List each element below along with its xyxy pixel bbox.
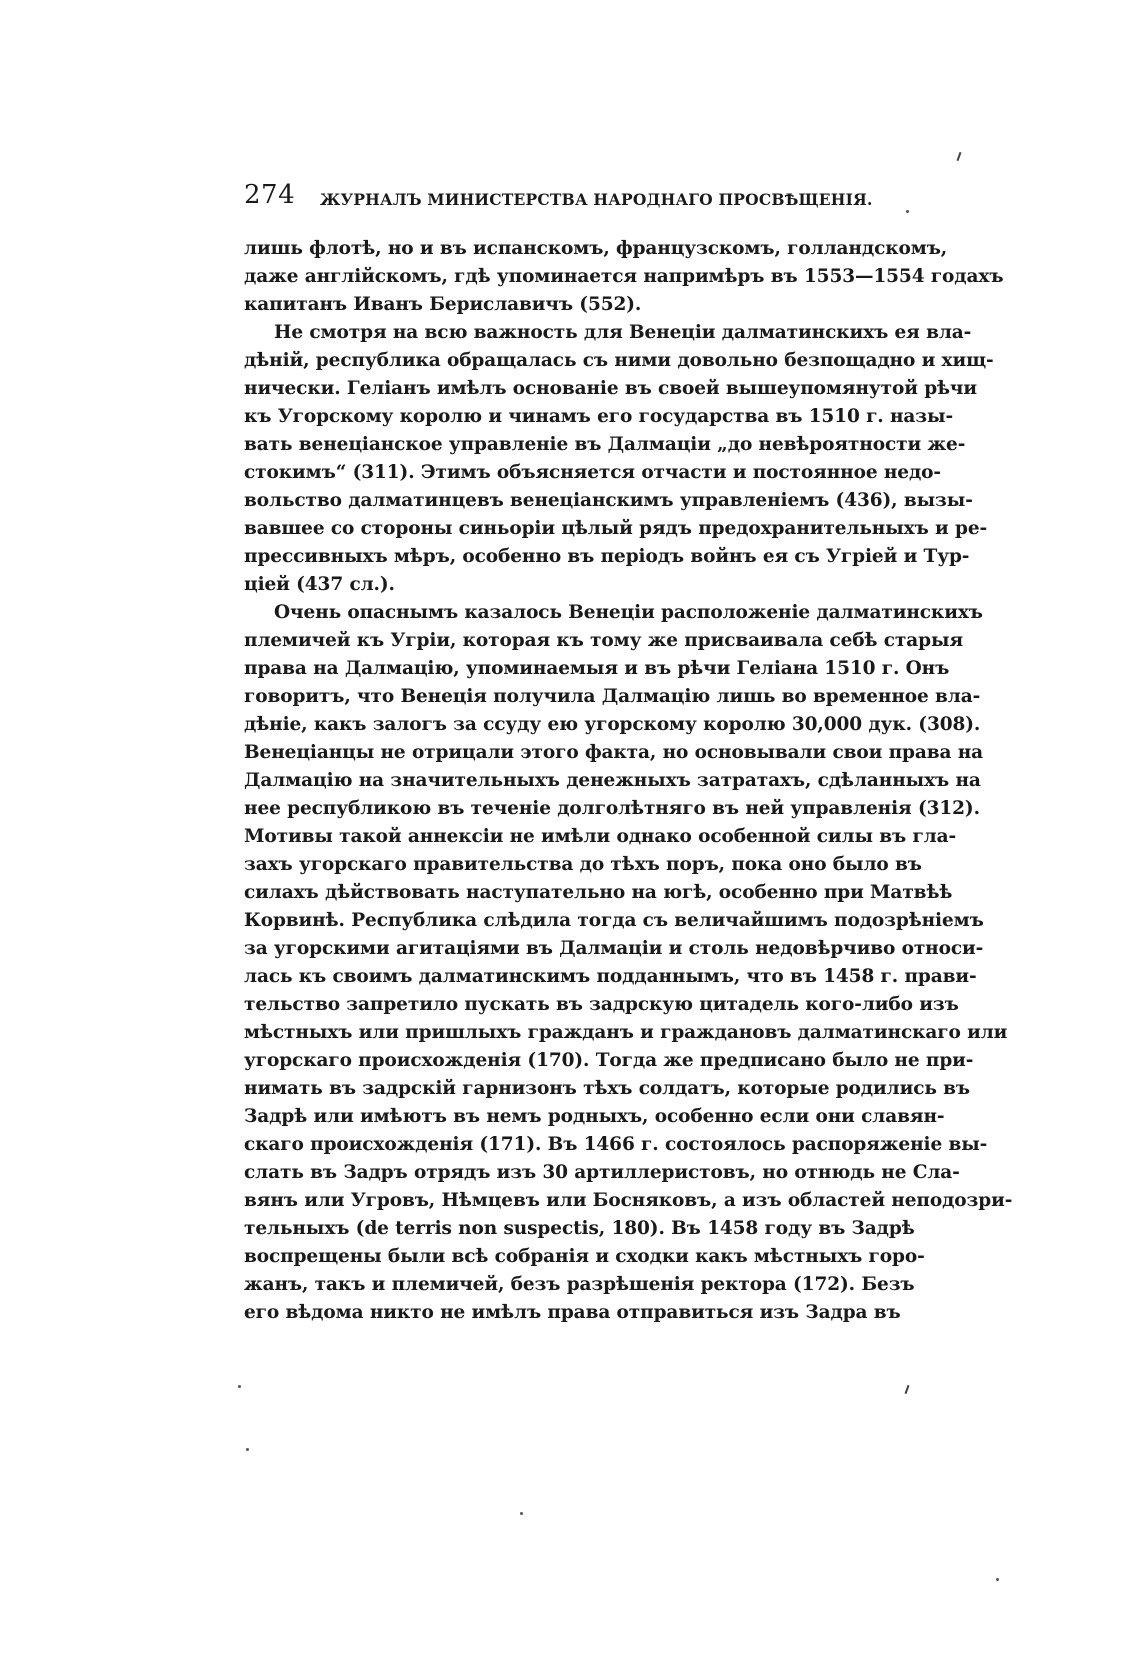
text-line: дѣніе, какъ залогъ за ссуду ею угорскому королю 30,000 дук. (308). bbox=[244, 714, 981, 735]
paragraph-start-line: Очень опаснымъ казалось Венеціи расположеніе далматинскихъ bbox=[274, 602, 983, 623]
running-title: ЖУРНАЛЪ МИНИСТЕРСТВА НАРОДНАГО ПРОСВѢЩЕНІЯ. bbox=[320, 190, 873, 209]
text-line: лишь флотѣ, но и въ испанскомъ, французскомъ, голландскомъ, bbox=[244, 238, 948, 259]
text-line: вольство далматинцевъ венеціанскимъ управленіемъ (436), вызы- bbox=[244, 490, 973, 511]
text-line: вянъ или Угровъ, Нѣмцевъ или Босняковъ, а изъ областей неподозри- bbox=[244, 1190, 1013, 1211]
scan-speck bbox=[238, 1385, 241, 1388]
text-line: стокимъ“ (311). Этимъ объясняется отчасти и постоянное недо- bbox=[244, 462, 942, 483]
text-line: его вѣдома никто не имѣлъ права отправиться изъ Задра въ bbox=[244, 1302, 901, 1323]
scan-speck bbox=[520, 1512, 523, 1515]
text-line: ціей (437 сл.). bbox=[244, 574, 395, 595]
text-line: Далмацію на значительныхъ денежныхъ затратахъ, сдѣланныхъ на bbox=[244, 770, 981, 791]
text-line: Задрѣ или имѣютъ въ немъ родныхъ, особенно если они славян- bbox=[244, 1106, 945, 1127]
body-text bbox=[244, 235, 1013, 1327]
text-line: жанъ, такъ и племичей, безъ разрѣшенія ректора (172). Безъ bbox=[244, 1274, 915, 1295]
text-line: Корвинѣ. Республика слѣдила тогда съ величайшимъ подозрѣніемъ bbox=[244, 910, 984, 931]
text-line: мѣстныхъ или пришлыхъ гражданъ и граждановъ далматинскаго или bbox=[244, 1022, 1008, 1043]
scan-speck bbox=[906, 210, 909, 213]
page-header bbox=[244, 180, 884, 220]
text-line: слать въ Задръ отрядъ изъ 30 артиллеристовъ, но отнюдь не Сла- bbox=[244, 1162, 960, 1183]
text-line: къ Угорскому королю и чинамъ его государства въ 1510 г. назы- bbox=[244, 406, 954, 427]
scan-speck bbox=[996, 1578, 999, 1581]
scan-speck bbox=[246, 1448, 249, 1451]
text-line: прессивныхъ мѣръ, особенно въ періодъ войнъ ея съ Угріей и Тур- bbox=[244, 546, 970, 567]
text-line: скаго происхожденія (171). Въ 1466 г. состоялось распоряженіе вы- bbox=[244, 1134, 988, 1155]
text-line: захъ угорскаго правительства до тѣхъ поръ, пока оно было въ bbox=[244, 854, 922, 875]
page-number: 274 bbox=[244, 180, 296, 210]
text-line: нее республикою въ теченіе долголѣтняго въ ней управленія (312). bbox=[244, 798, 980, 819]
text-line: нически. Геліанъ имѣлъ основаніе въ своей вышеупомянутой рѣчи bbox=[244, 378, 977, 399]
text-line: говоритъ, что Венеція получила Далмацію лишь во временное вла- bbox=[244, 686, 981, 707]
text-line: даже англійскомъ, гдѣ упоминается напримѣръ въ 1553—1554 годахъ bbox=[244, 266, 1004, 287]
text-line: племичей къ Угріи, которая къ тому же присваивала себѣ старыя bbox=[244, 630, 964, 651]
text-line: тельство запретило пускать въ задрскую цитадель кого-либо изъ bbox=[244, 994, 959, 1015]
text-line: Венеціанцы не отрицали этого факта, но основывали свои права на bbox=[244, 742, 984, 763]
scan-mark bbox=[957, 152, 962, 161]
text-line: угорскаго происхожденія (170). Тогда же предписано было не при- bbox=[244, 1050, 974, 1071]
text-line: Мотивы такой аннексіи не имѣли однако особенной силы въ гла- bbox=[244, 826, 957, 847]
text-line: нимать въ задрскій гарнизонъ тѣхъ солдатъ, которые родились въ bbox=[244, 1078, 971, 1099]
text-line: за угорскими агитаціями въ Далмаціи и столь недовѣрчиво относи- bbox=[244, 938, 984, 959]
text-line: права на Далмацію, упоминаемыя и въ рѣчи Геліана 1510 г. Онъ bbox=[244, 658, 950, 679]
text-line: дѣній, республика обращалась съ ними довольно безпощадно и хищ- bbox=[244, 350, 994, 371]
text-line: вать венеціанское управленіе въ Далмаціи „до невѣроятности же- bbox=[244, 434, 966, 455]
text-line: капитанъ Иванъ Бериславичъ (552). bbox=[244, 294, 642, 315]
text-line: вавшее со стороны синьоріи цѣлый рядъ предохранительныхъ и ре- bbox=[244, 518, 988, 539]
text-line: воспрещены были всѣ собранія и сходки какъ мѣстныхъ горо- bbox=[244, 1246, 925, 1267]
text-line: лась къ своимъ далматинскимъ подданнымъ, что въ 1458 г. прави- bbox=[244, 966, 977, 987]
text-line: силахъ дѣйствовать наступательно на югѣ, особенно при Матвѣѣ bbox=[244, 882, 953, 903]
text-line: тельныхъ (de terris non suspectis, 180). Въ 1458 году въ Задрѣ bbox=[244, 1218, 915, 1239]
scan-mark bbox=[905, 1385, 910, 1394]
paragraph-start-line: Не смотря на всю важность для Венеціи далматинскихъ ея вла- bbox=[274, 322, 972, 343]
